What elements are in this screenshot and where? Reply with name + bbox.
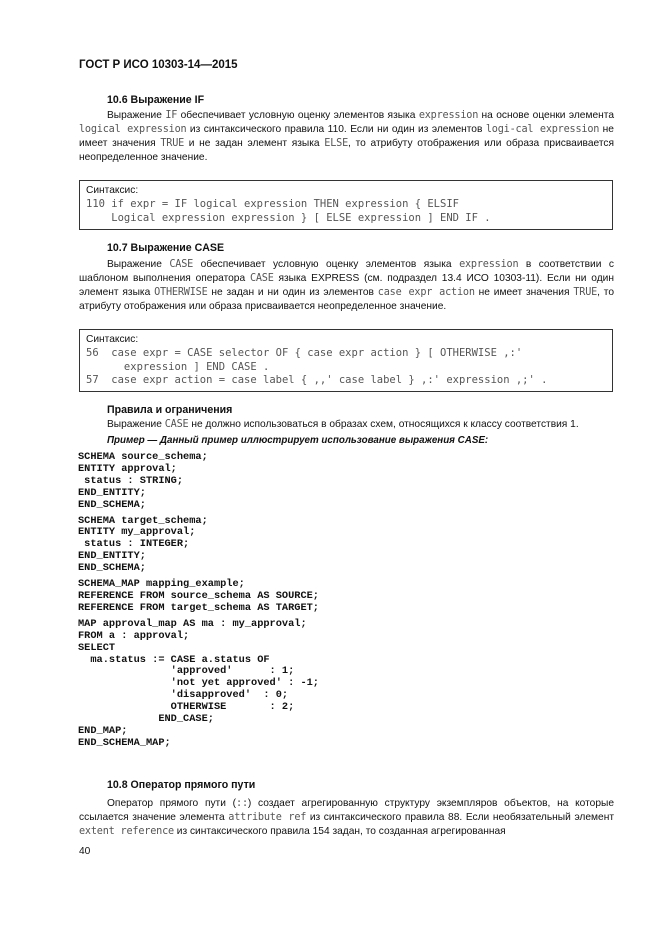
- code-line: MAP approval_map AS ma : my_approval;: [78, 617, 307, 630]
- code-line: ENTITY my_approval;: [78, 526, 196, 539]
- paragraph-10-6: Выражение IF обеспечивает условную оценку элементов языка expression на основе оценки элемента logical expression из синтаксического правила 110. Если ни один из элементов logi-cal expression не имеет значения TRUE и не задан элемент языка ELSE, то атрибуту отображения или образа присваивается неопределенное значение.: [79, 110, 614, 163]
- code-line: status : STRING;: [78, 474, 184, 487]
- code-line: REFERENCE FROM target_schema AS TARGET;: [78, 601, 319, 614]
- code-line: END_CASE;: [78, 713, 214, 726]
- code-line: SCHEMA target_schema;: [78, 514, 208, 527]
- syntax-label: Синтаксис:: [86, 185, 139, 196]
- code-line: OTHERWISE : 2;: [78, 701, 295, 714]
- syntax-line: 56 case expr = CASE selector OF { case expr action } [ OTHERWISE ,:': [86, 347, 523, 359]
- code-line: 'disapproved' : 0;: [78, 689, 289, 702]
- code-line: END_SCHEMA;: [78, 498, 146, 511]
- section-heading-10-6: 10.6 Выражение IF: [107, 94, 205, 106]
- rules-paragraph: Выражение CASE не должно использоваться в образах схем, относящихся к классу соответствия 1.: [107, 419, 579, 430]
- example-note: Пример — Данный пример иллюстрирует использование выражения CASE:: [107, 435, 489, 446]
- code-line: END_SCHEMA_MAP;: [78, 736, 171, 749]
- paragraph-10-8: Оператор прямого пути (::) создает агрегированную структуру экземпляров объектов, на которые ссылается значение элемента attribute ref из синтаксического правила 88. Если необязательный элемент extent reference из синтаксического правила 154 задан, то созданная агрегированная: [79, 798, 614, 837]
- syntax-box-if: [79, 180, 613, 230]
- rules-heading: Правила и ограничения: [107, 404, 233, 416]
- code-line: END_MAP;: [78, 724, 128, 737]
- syntax-line: expression ] END CASE .: [86, 360, 270, 373]
- section-heading-10-8: 10.8 Оператор прямого пути: [107, 779, 256, 791]
- document-header: ГОСТ Р ИСО 10303-14—2015: [79, 59, 238, 71]
- code-line: FROM a : approval;: [78, 629, 190, 642]
- code-line: SCHEMA_MAP mapping_example;: [78, 578, 245, 591]
- code-line: SELECT: [78, 641, 116, 654]
- code-line: SCHEMA source_schema;: [78, 451, 208, 463]
- paragraph-10-7: Выражение CASE обеспечивает условную оценку элементов языка expression в соответствии с шаблоном выполнения оператора CASE языка EXPRESS (см. подраздел 13.4 ИСО 10303-11). Если ни один элемент языка OTHERWISE не задан и ни один из элементов case expr action не имеет значения TRUE, то атрибуту отображения или образа присваивается неопределенное значение.: [79, 259, 615, 312]
- code-line: END_ENTITY;: [78, 486, 146, 499]
- syntax-box-case: [79, 329, 613, 392]
- section-heading-10-7: 10.7 Выражение CASE: [107, 242, 225, 254]
- syntax-line: 110 if expr = IF logical expression THEN expression { ELSIF: [86, 198, 459, 210]
- example-code-block: [78, 452, 319, 750]
- code-line: END_ENTITY;: [78, 550, 146, 563]
- code-line: status : INTEGER;: [78, 538, 190, 551]
- syntax-label: Синтаксис:: [86, 334, 139, 345]
- code-line: 'approved' : 1;: [78, 665, 295, 678]
- code-line: 'not yet approved' : -1;: [78, 677, 319, 690]
- syntax-line: 57 case expr action = case label { ,,' case label } ,:' expression ,;' .: [86, 374, 548, 386]
- code-line: REFERENCE FROM source_schema AS SOURCE;: [78, 589, 319, 602]
- page-number: 40: [79, 846, 91, 857]
- code-line: ma.status := CASE a.status OF: [78, 653, 270, 666]
- code-line: END_SCHEMA;: [78, 562, 146, 575]
- code-line: ENTITY approval;: [78, 462, 177, 475]
- syntax-line: Logical expression expression } [ ELSE expression ] END IF .: [86, 211, 491, 224]
